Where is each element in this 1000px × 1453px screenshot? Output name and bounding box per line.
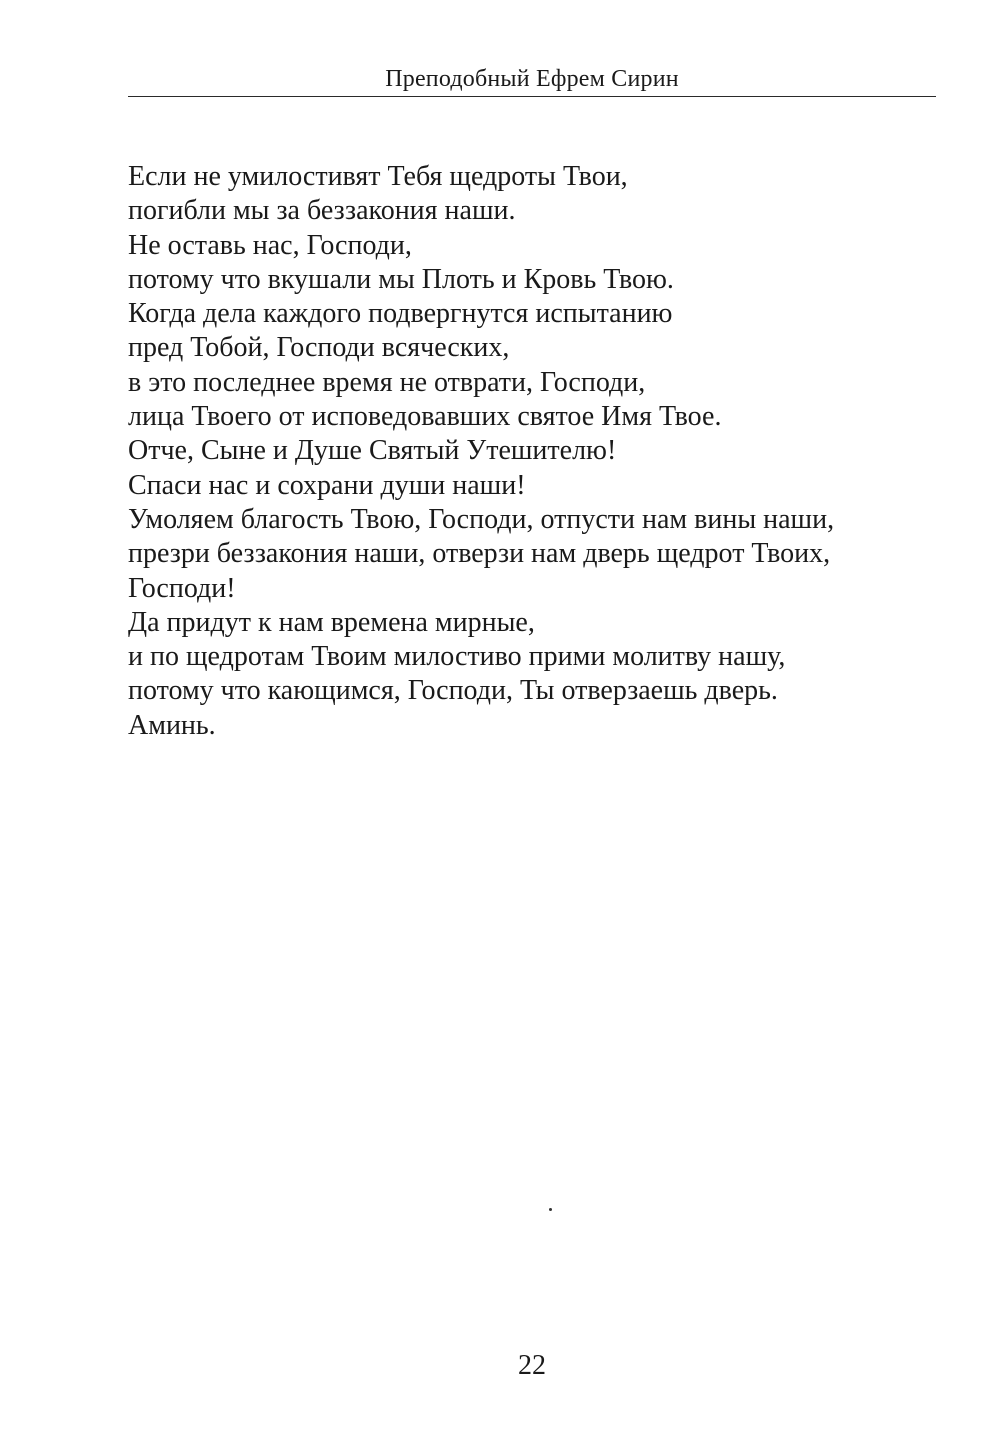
prayer-line: Спаси нас и сохрани души наши! bbox=[128, 469, 526, 501]
prayer-line: потому что кающимся, Господи, Ты отверзаешь дверь. bbox=[128, 675, 778, 707]
prayer-text bbox=[128, 160, 948, 743]
prayer-line: погибли мы за беззакония наши. bbox=[128, 195, 516, 227]
running-header bbox=[128, 62, 936, 97]
page-number: 22 bbox=[518, 1350, 546, 1381]
prayer-line: Господи! bbox=[128, 572, 236, 604]
prayer-line: Когда дела каждого подвергнутся испытанию bbox=[128, 298, 673, 330]
prayer-line: пред Тобой, Господи всяческих, bbox=[128, 332, 510, 364]
prayer-line: Аминь. bbox=[128, 709, 216, 741]
running-header-title: Преподобный Ефрем Сирин bbox=[385, 66, 679, 92]
print-speck bbox=[549, 1208, 552, 1211]
prayer-line: потому что вкушали мы Плоть и Кровь Твою. bbox=[128, 263, 674, 295]
prayer-line: презри беззакония наши, отверзи нам дверь щедрот Твоих, bbox=[128, 538, 831, 570]
prayer-line: и по щедротам Твоим милостиво прими молитву нашу, bbox=[128, 641, 786, 673]
prayer-line: Не оставь нас, Господи, bbox=[128, 229, 412, 261]
prayer-line: Умоляем благость Твою, Господи, отпусти нам вины наши, bbox=[128, 503, 835, 535]
prayer-line: Отче, Сыне и Душе Святый Утешителю! bbox=[128, 435, 617, 467]
prayer-line: лица Твоего от исповедовавших святое Имя Твое. bbox=[128, 401, 722, 433]
prayer-line: Да придут к нам времена мирные, bbox=[128, 606, 535, 638]
prayer-line: в это последнее время не отврати, Господи, bbox=[128, 366, 646, 398]
prayer-line: Если не умилостивят Тебя щедроты Твои, bbox=[128, 161, 628, 192]
